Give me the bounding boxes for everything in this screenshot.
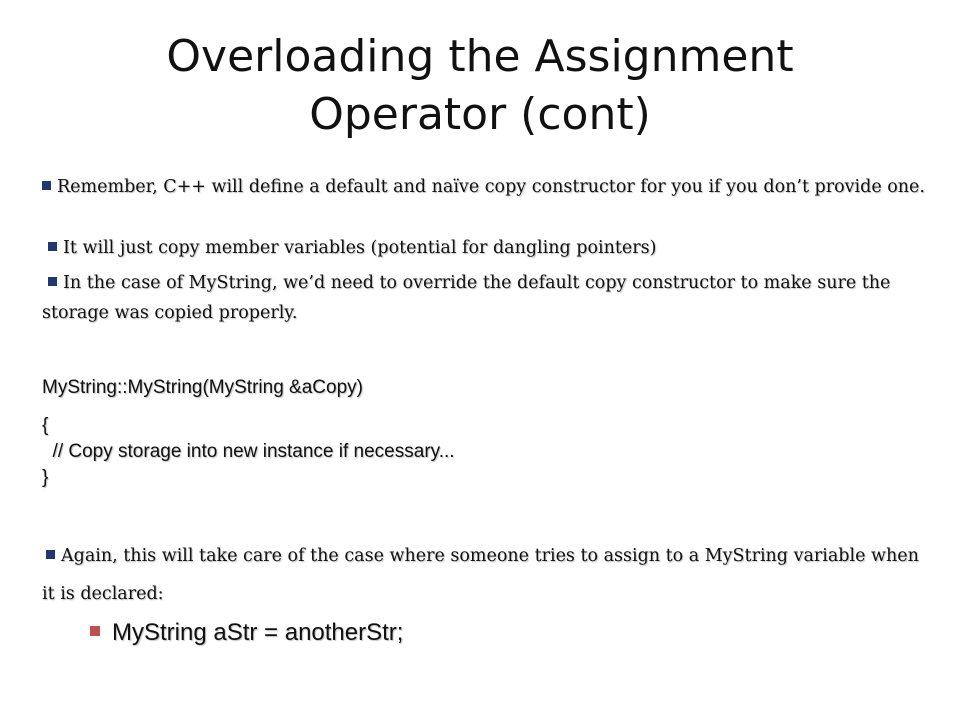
bullet-text-1: Remember, C++ will define a default and naïve copy constructor for you if you don’t provide one. xyxy=(57,177,925,197)
bullet-item-1 xyxy=(42,172,930,202)
square-bullet-icon xyxy=(46,550,55,559)
sub-bullet-text: MyString aStr = anotherStr; xyxy=(112,619,404,646)
title-line-2: Operator (cont) xyxy=(309,89,651,140)
square-bullet-icon xyxy=(90,626,100,636)
sub-bullet-item xyxy=(90,618,403,648)
square-bullet-icon xyxy=(48,242,57,251)
square-bullet-icon xyxy=(48,277,57,286)
square-bullet-icon xyxy=(42,181,51,190)
code-close-brace: } xyxy=(42,467,49,488)
bullet-item-3 xyxy=(42,268,930,328)
bullet-text-2: It will just copy member variables (potential for dangling pointers) xyxy=(63,238,657,258)
slide-title xyxy=(60,28,900,144)
bullet-item-4 xyxy=(42,537,930,613)
bullet-text-3: In the case of MyString, we’d need to override the default copy constructor to make sure the storage was copied properly. xyxy=(42,273,891,323)
title-line-1: Overloading the Assignment xyxy=(166,31,794,82)
bullet-text-4: Again, this will take care of the case where someone tries to assign to a MyString variable when it is declared: xyxy=(42,546,919,604)
code-open-brace: { xyxy=(42,415,49,436)
code-signature: MyString::MyString(MyString &aCopy) xyxy=(42,377,363,398)
bullet-item-2 xyxy=(42,233,930,263)
code-comment: // Copy storage into new instance if necessary... xyxy=(42,441,455,462)
